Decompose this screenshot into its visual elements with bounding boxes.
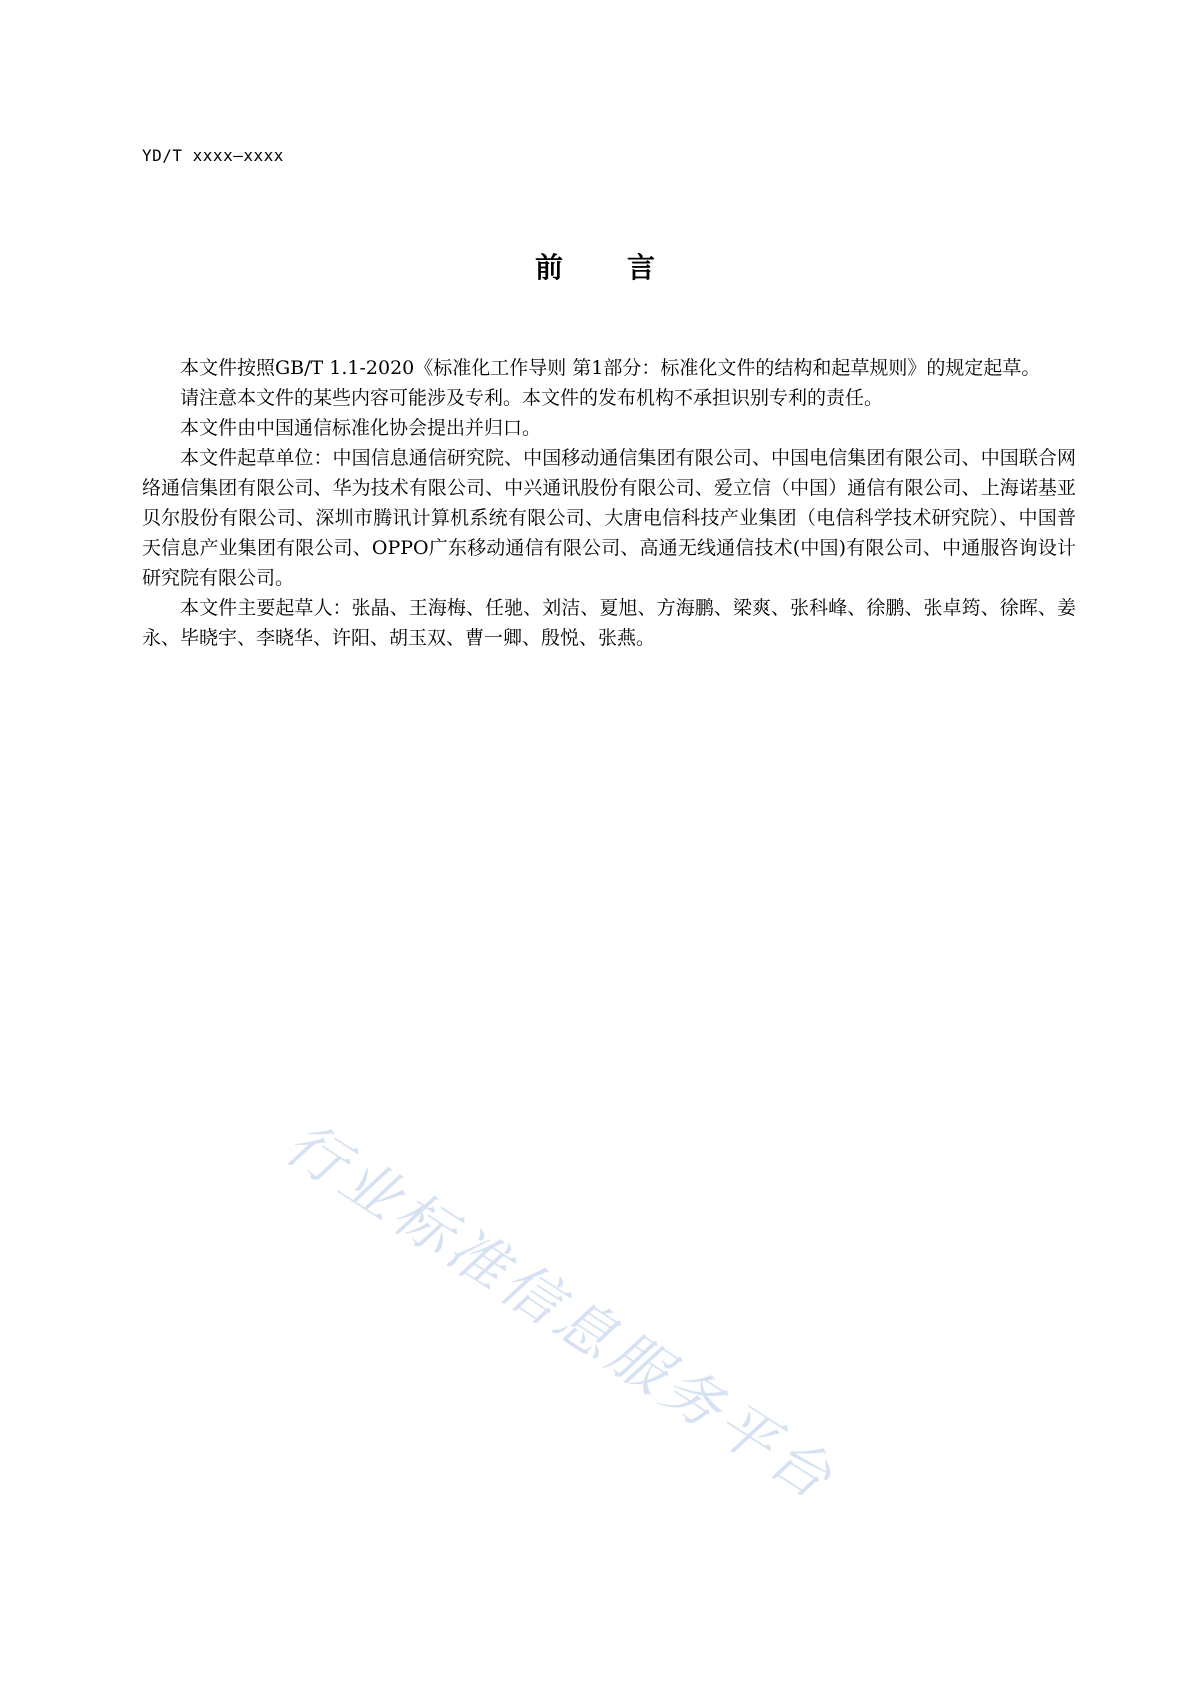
paragraph-drafting-units: 本文件起草单位：中国信息通信研究院、中国移动通信集团有限公司、中国电信集团有限公司、中国联合网络通信集团有限公司、华为技术有限公司、中兴通讯股份有限公司、爱立信（中国）通信有限公司、上海诺基亚贝尔股份有限公司、深圳市腾讯计算机系统有限公司、大唐电信科技产业集团（电信科学技术研究院）、中国普天信息产业集团有限公司、OPPO广东移动通信有限公司、高通无线通信技术(中国)有限公司、中通服咨询设计研究院有限公司。 xyxy=(142,447,1076,589)
paragraph-drafters: 本文件主要起草人：张晶、王海梅、任驰、刘洁、夏旭、方海鹏、梁爽、张科峰、徐鹏、张卓筠、徐晖、姜永、毕晓宇、李晓华、许阳、胡玉双、曹一卿、殷悦、张燕。 xyxy=(142,597,1076,649)
foreword-body xyxy=(142,353,1076,653)
watermark: 行业标准信息服务平台 xyxy=(273,1108,848,1515)
document-code: YD/T xxxx—xxxx xyxy=(142,146,284,165)
page-title: 前言 xyxy=(534,251,719,284)
paragraph-patent-notice: 请注意本文件的某些内容可能涉及专利。本文件的发布机构不承担识别专利的责任。 xyxy=(180,387,884,409)
paragraph-drafting-rules: 本文件按照GB/T 1.1-2020《标准化工作导则 第1部分：标准化文件的结构和起草规则》的规定起草。 xyxy=(180,357,1041,379)
paragraph-proposer: 本文件由中国通信标准化协会提出并归口。 xyxy=(180,417,542,439)
